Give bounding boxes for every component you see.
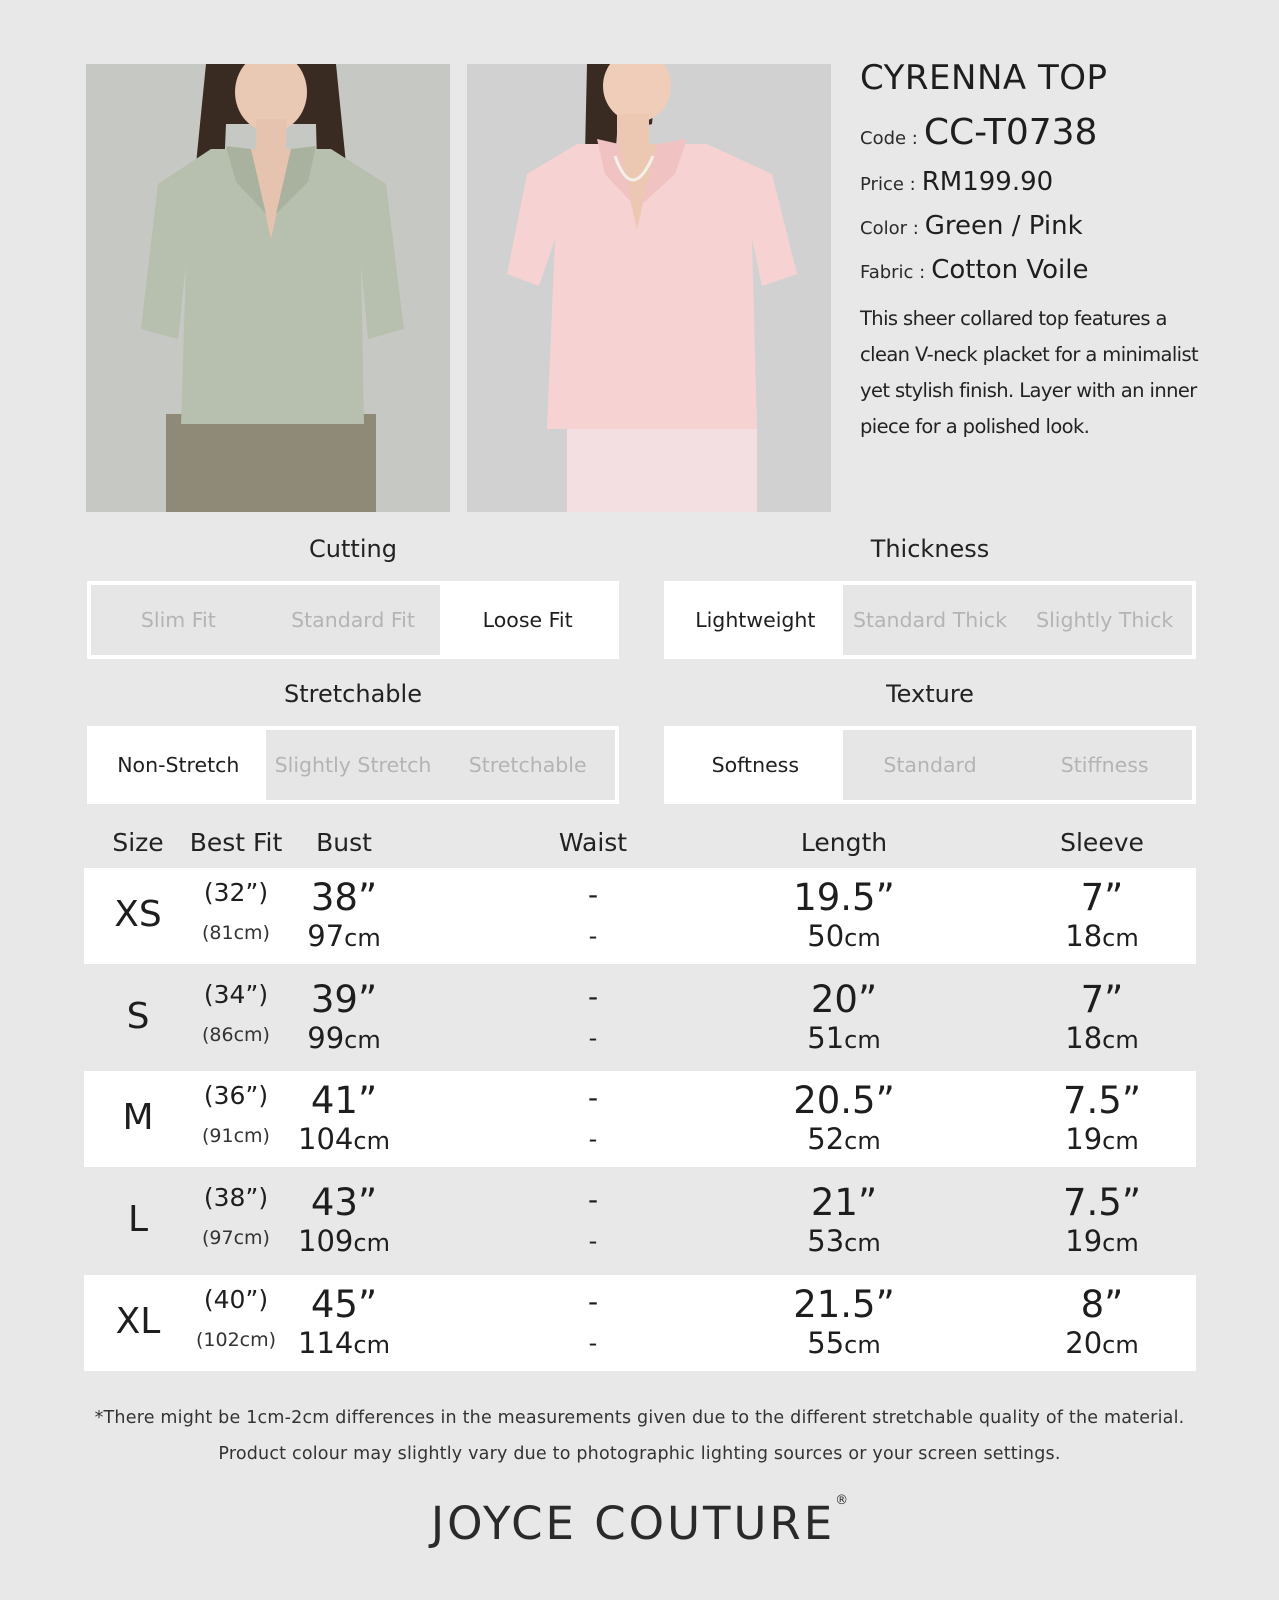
length-cm-value: 53: [807, 1224, 845, 1258]
length-inch: 20.5”: [793, 1079, 895, 1122]
thickness-option: Standard Thick: [843, 585, 1018, 655]
size-row: [84, 868, 1196, 964]
header-bust: Bust: [316, 828, 372, 857]
header-sleeve: Sleeve: [1060, 828, 1144, 857]
sleeve-inch: 7”: [1080, 876, 1124, 919]
registered-mark: ®: [835, 1493, 849, 1508]
size-label: XL: [115, 1301, 161, 1342]
header-size: Size: [112, 828, 164, 857]
code-label: Code :: [860, 128, 918, 149]
size-label: XS: [114, 894, 162, 935]
length-cm-value: 50: [807, 919, 845, 953]
size-label: S: [126, 996, 150, 1037]
product-color: Green / Pink: [924, 211, 1083, 241]
sleeve-inch: 8”: [1080, 1283, 1124, 1326]
unit-cm: cm: [1102, 1026, 1139, 1054]
bust-cm-value: 97: [307, 919, 345, 953]
length-cm: [807, 1122, 880, 1156]
stretchable-label: Stretchable: [284, 680, 422, 708]
colour-note: Product colour may slightly vary due to photographic lighting sources or your screen settings.: [218, 1444, 1061, 1464]
sleeve-cm: [1065, 1326, 1138, 1360]
length-cm-value: 55: [807, 1326, 845, 1360]
best-fit-cm: (81cm): [202, 922, 270, 944]
texture-option: Stiffness: [1017, 730, 1192, 800]
bust-cm-value: 104: [298, 1122, 354, 1156]
bust-cm-value: 99: [307, 1021, 345, 1055]
sleeve-cm: [1065, 919, 1138, 953]
length-cm: [807, 1224, 880, 1258]
bust-inch: 43”: [310, 1181, 378, 1224]
header-length: Length: [800, 828, 888, 857]
waist-inch: -: [587, 878, 599, 911]
length-inch: 21.5”: [793, 1283, 895, 1326]
sleeve-cm-value: 18: [1065, 919, 1103, 953]
unit-cm: cm: [344, 1026, 381, 1054]
product-code: CC-T0738: [923, 112, 1098, 153]
cutting-option: Slim Fit: [91, 585, 266, 655]
waist-cm: -: [588, 1227, 598, 1255]
size-row: [84, 1275, 1196, 1371]
waist-inch: -: [587, 1183, 599, 1216]
sleeve-cm: [1065, 1021, 1138, 1055]
best-fit-inch: (38”): [203, 1183, 269, 1212]
texture-label: Texture: [886, 680, 974, 708]
cutting-options: [87, 581, 619, 659]
best-fit-cm: (97cm): [202, 1227, 270, 1249]
sleeve-cm-value: 18: [1065, 1021, 1103, 1055]
unit-cm: cm: [344, 924, 381, 952]
sleeve-cm-value: 19: [1065, 1224, 1103, 1258]
fabric-label: Fabric :: [860, 262, 926, 283]
unit-cm: cm: [844, 1026, 881, 1054]
length-cm: [807, 919, 880, 953]
best-fit-inch: (32”): [203, 878, 269, 907]
texture-options: [664, 726, 1196, 804]
length-inch: 20”: [810, 978, 878, 1021]
texture-option: Softness: [668, 730, 843, 800]
header-best-fit: Best Fit: [189, 828, 283, 857]
unit-cm: cm: [1102, 1127, 1139, 1155]
size-row: [84, 1071, 1196, 1167]
bust-inch: 45”: [310, 1283, 378, 1326]
product-photo-green: [86, 64, 450, 512]
bust-cm: [298, 1122, 390, 1156]
sleeve-cm: [1065, 1224, 1138, 1258]
best-fit-cm: (91cm): [202, 1125, 270, 1147]
texture-option: Standard: [843, 730, 1018, 800]
best-fit-cm: (102cm): [195, 1329, 277, 1351]
length-cm-value: 52: [807, 1122, 845, 1156]
sleeve-inch: 7”: [1080, 978, 1124, 1021]
best-fit-inch: (40”): [203, 1285, 269, 1314]
unit-cm: cm: [1102, 1331, 1139, 1359]
green-top-illustration: [86, 64, 450, 512]
thickness-options: [664, 581, 1196, 659]
bust-inch: 38”: [310, 876, 378, 919]
stretchable-option: Stretchable: [440, 730, 615, 800]
bust-cm: [307, 1021, 380, 1055]
size-row: [84, 970, 1196, 1066]
stretchable-scale: [87, 680, 619, 804]
cutting-label: Cutting: [309, 535, 397, 563]
waist-inch: -: [587, 1081, 599, 1114]
thickness-label: Thickness: [870, 535, 990, 563]
stretchable-option: Non-Stretch: [91, 730, 266, 800]
best-fit-cm: (86cm): [202, 1024, 270, 1046]
fabric-row: [860, 255, 1210, 285]
stretchable-options: [87, 726, 619, 804]
sleeve-cm-value: 20: [1065, 1326, 1103, 1360]
color-row: [860, 211, 1210, 241]
bust-cm: [307, 919, 380, 953]
thickness-option: Lightweight: [668, 585, 843, 655]
price-row: [860, 167, 1210, 197]
product-price: RM199.90: [921, 167, 1054, 197]
size-label: M: [122, 1097, 154, 1138]
waist-cm: -: [588, 1024, 598, 1052]
waist-cm: -: [588, 1125, 598, 1153]
unit-cm: cm: [1102, 1229, 1139, 1257]
bust-cm-value: 109: [298, 1224, 354, 1258]
unit-cm: cm: [844, 1229, 881, 1257]
best-fit-inch: (34”): [203, 980, 269, 1009]
unit-cm: cm: [353, 1229, 390, 1257]
cutting-option: Standard Fit: [266, 585, 441, 655]
length-cm: [807, 1021, 880, 1055]
product-info: [860, 58, 1210, 445]
product-photo-pink: [467, 64, 831, 512]
size-label: L: [127, 1199, 149, 1240]
best-fit-inch: (36”): [203, 1081, 269, 1110]
bust-inch: 41”: [310, 1079, 378, 1122]
sleeve-cm: [1065, 1122, 1138, 1156]
product-name: CYRENNA TOP: [860, 58, 1108, 98]
length-inch: 21”: [810, 1181, 878, 1224]
unit-cm: cm: [1102, 924, 1139, 952]
product-description: This sheer collared top features a clean V-neck placket for a minimalist yet stylish finish. Layer with an inner piece for a polished look.: [860, 307, 1199, 438]
stretchable-option: Slightly Stretch: [266, 730, 441, 800]
product-code-row: [860, 112, 1210, 153]
size-row: [84, 1173, 1196, 1269]
cutting-scale: [87, 535, 619, 659]
thickness-option: Slightly Thick: [1017, 585, 1192, 655]
unit-cm: cm: [844, 1331, 881, 1359]
header-waist: Waist: [558, 828, 628, 857]
length-inch: 19.5”: [793, 876, 895, 919]
skirt-shape: [166, 414, 376, 512]
sleeve-cm-value: 19: [1065, 1122, 1103, 1156]
length-cm: [807, 1326, 880, 1360]
unit-cm: cm: [353, 1127, 390, 1155]
measurement-note: *There might be 1cm-2cm differences in the measurements given due to the different stretchable quality of the material.: [94, 1408, 1185, 1428]
cutting-option: Loose Fit: [440, 585, 615, 655]
sleeve-inch: 7.5”: [1062, 1079, 1142, 1122]
product-fabric: Cotton Voile: [931, 255, 1089, 285]
unit-cm: cm: [353, 1331, 390, 1359]
bust-cm-value: 114: [298, 1326, 354, 1360]
pink-top-illustration: [467, 64, 831, 512]
bust-cm: [298, 1224, 390, 1258]
thickness-scale: [664, 535, 1196, 659]
length-cm-value: 51: [807, 1021, 845, 1055]
price-label: Price :: [860, 174, 916, 195]
bust-cm: [298, 1326, 390, 1360]
sleeve-inch: 7.5”: [1062, 1181, 1142, 1224]
bust-inch: 39”: [310, 978, 378, 1021]
texture-scale: [664, 680, 1196, 804]
waist-inch: -: [587, 1285, 599, 1318]
waist-cm: -: [588, 1329, 598, 1357]
color-label: Color :: [860, 218, 919, 239]
brand-logo: [0, 1493, 1279, 1550]
brand-name: JOYCE COUTURE: [430, 1497, 836, 1550]
unit-cm: cm: [844, 1127, 881, 1155]
waist-cm: -: [588, 922, 598, 950]
skirt-shape: [567, 424, 757, 512]
unit-cm: cm: [844, 924, 881, 952]
waist-inch: -: [587, 980, 599, 1013]
size-table-header: [84, 828, 1196, 862]
